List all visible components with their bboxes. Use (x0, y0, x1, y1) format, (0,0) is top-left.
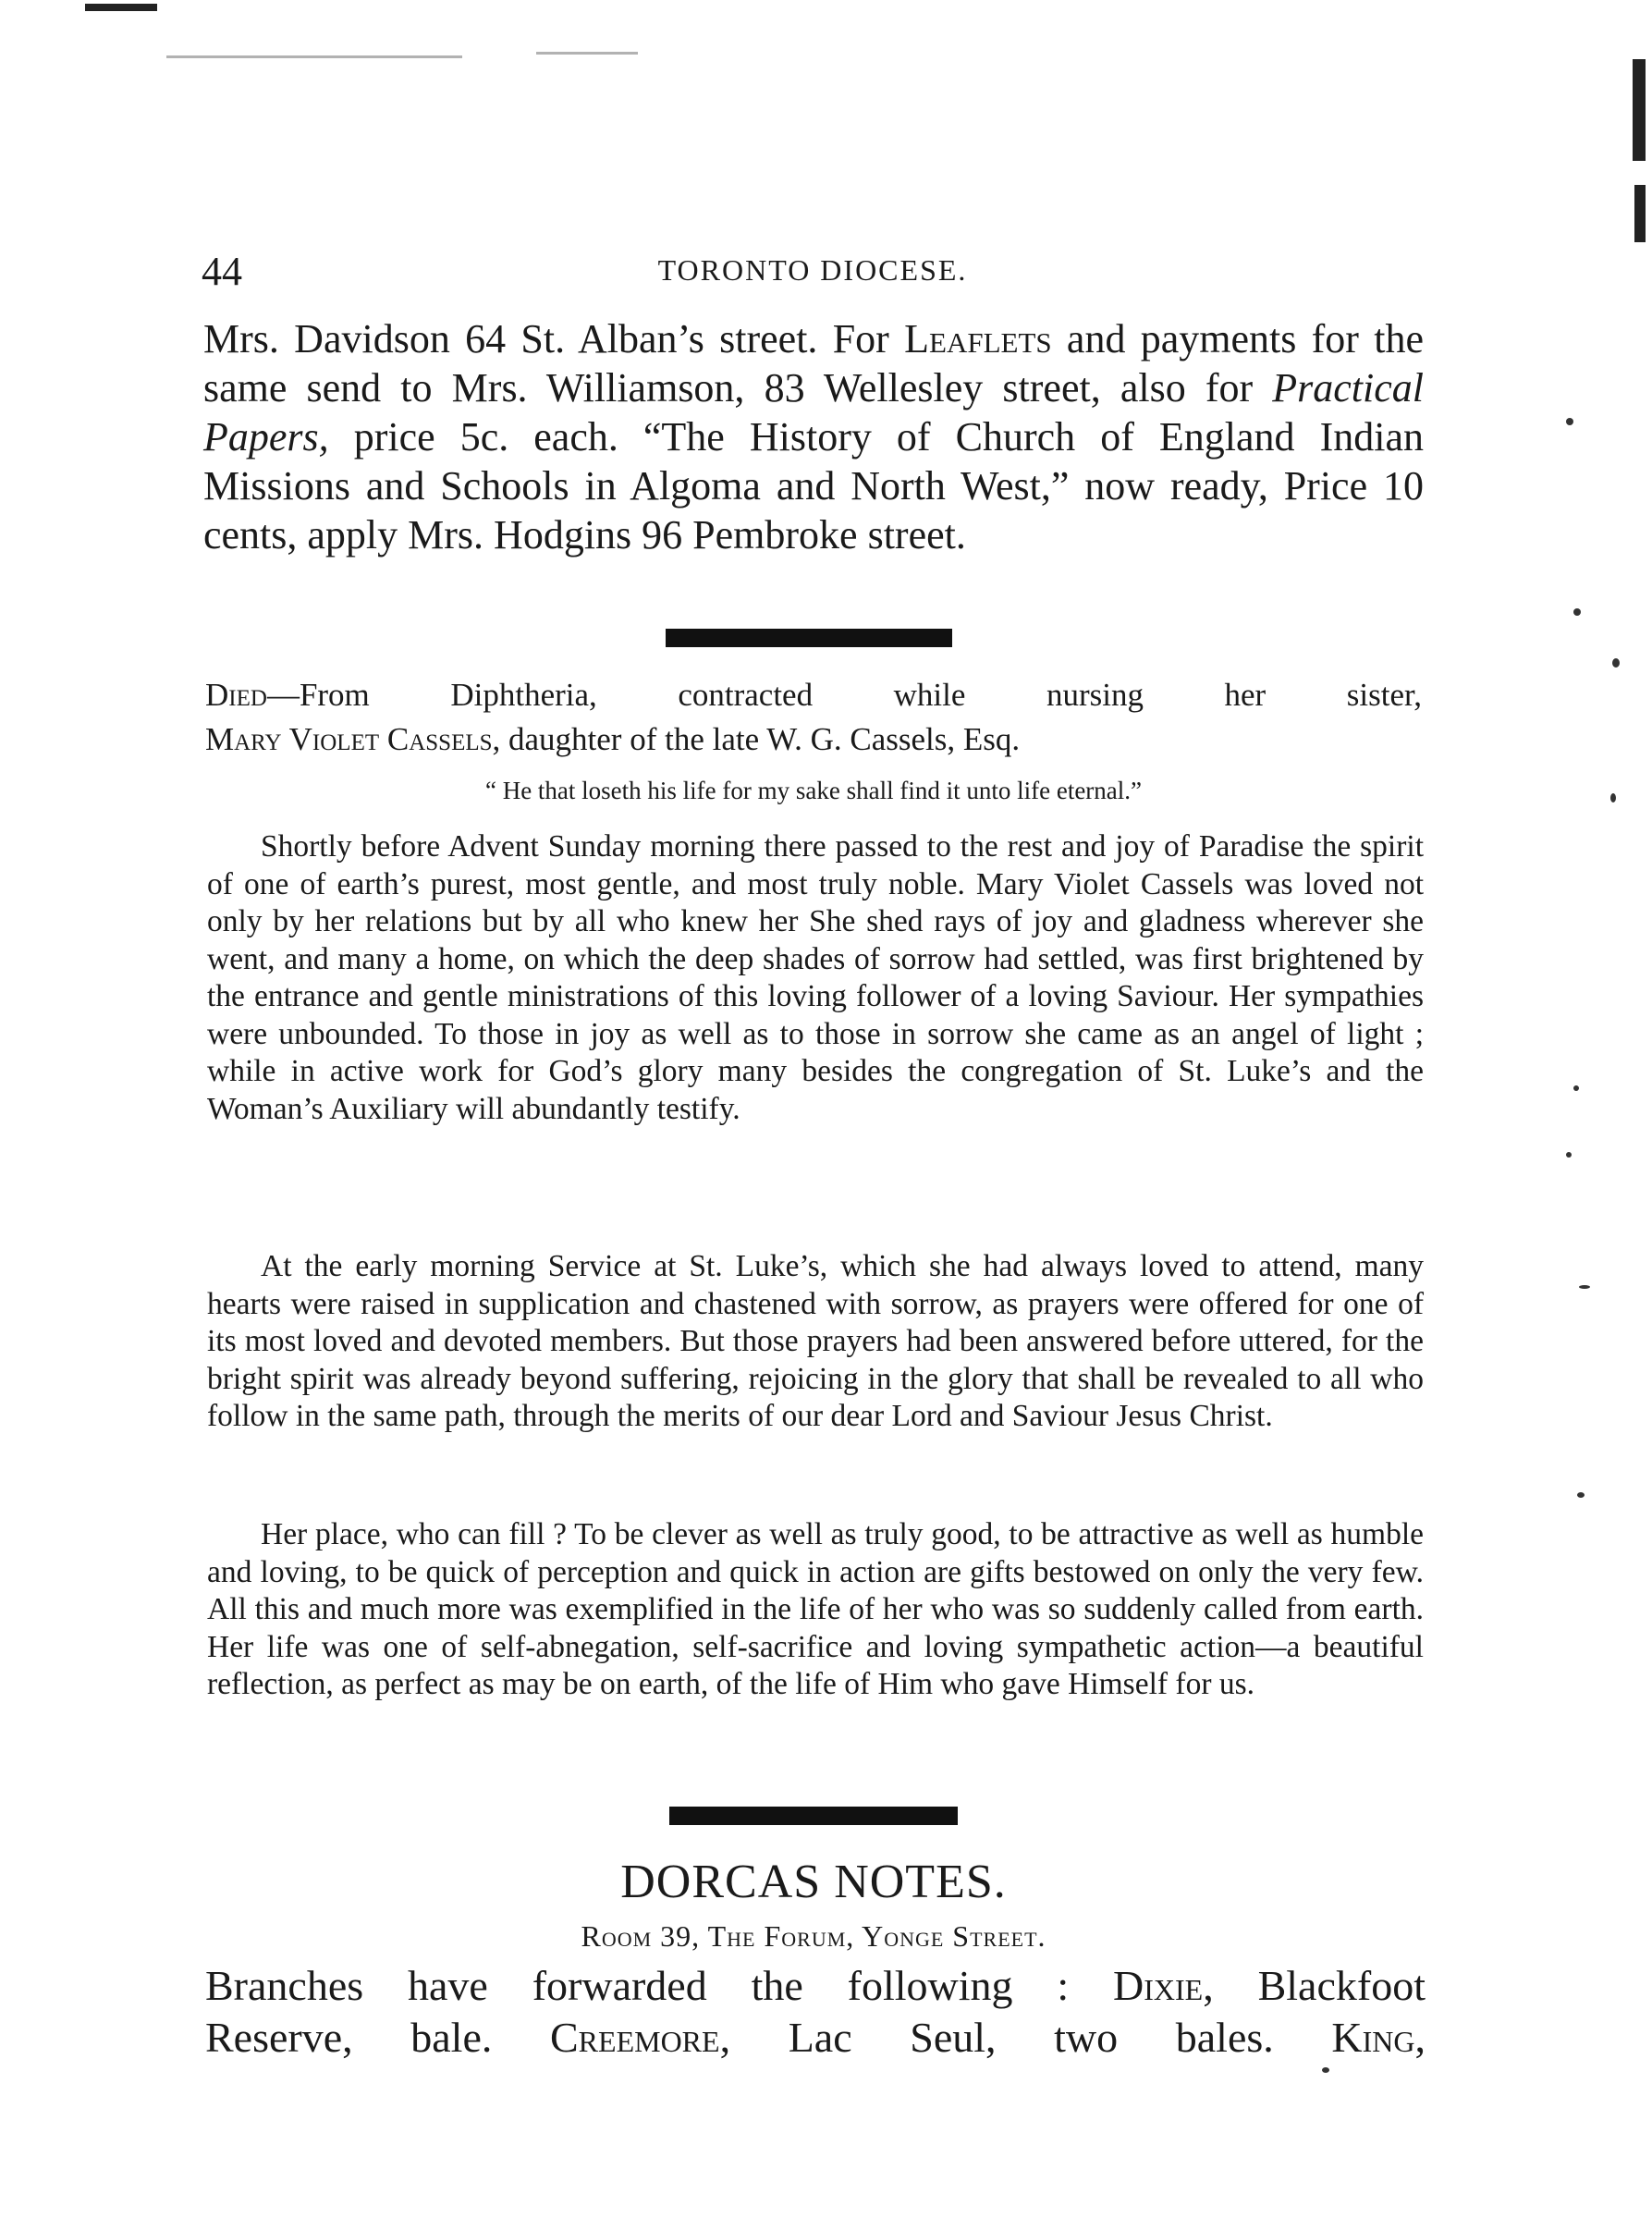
dorcas-text-fragment: Blackfoot (1213, 1962, 1426, 2009)
obituary-line-2 (205, 717, 1422, 762)
notice-paragraph (203, 314, 1424, 559)
obituary-paragraph-2: At the early morning Service at St. Luke’s, which she had always loved to attend, many hearts were raised in supplication and chastened with sorrow, as prayers were offered for one of its most loved and devoted members. But those prayers had been answered before uttered, for the bright spirit was already beyond suffering, rejoicing in the glory that shall be revealed to all who follow in the same path, through the merits of our dear Lord and Saviour Jesus Christ. (207, 1249, 1424, 1433)
notice-text: and payments for the same send to Mrs. Williamson, 83 Wellesley street, also for (203, 316, 1424, 411)
scan-speck (1566, 1152, 1572, 1158)
died-label: Died (205, 677, 267, 713)
branch-creemore: Creemore, (550, 2014, 731, 2061)
leaflets-term: Leaflets (904, 316, 1052, 361)
obituary-parentage: daughter of the late W. G. Cassels, Esq. (500, 721, 1021, 757)
deceased-name: Mary Violet Cassels, (205, 721, 501, 757)
page-header (202, 248, 1424, 294)
dorcas-intro: Branches have forwarded the following : (205, 1962, 1114, 2009)
section-divider (666, 629, 952, 647)
dorcas-line-1 (205, 1960, 1426, 2012)
epigraph: “ He that loseth his life for my sake shall find it unto life eternal.” (484, 777, 1143, 804)
scan-smudge (536, 52, 638, 55)
scan-speck (1610, 793, 1616, 803)
branch-king: King, (1331, 2014, 1426, 2061)
scan-speck (1573, 1085, 1579, 1091)
dorcas-text-fragment: Reserve, bale. (205, 2014, 550, 2061)
obituary-line-1 (205, 673, 1422, 717)
running-title: TORONTO DIOCESE. (657, 253, 968, 287)
scan-smudge (1633, 59, 1646, 161)
dorcas-notes-title: DORCAS NOTES. (620, 1856, 1007, 1908)
obituary-paragraph-1: Shortly before Advent Sunday morning there passed to the rest and joy of Paradise the spirit of one of earth’s purest, most gentle, and most truly noble. Mary Violet Cassels was loved not only by her relations but by all who knew her She shed rays of joy and gladness wherever she went, and many a home, on which the deep shades of sorrow had settled, was first brightened by the entrance and gentle ministrations of this loving follower of a loving Saviour. Her sympathies were unbounded. To those in joy as well as to those in sorrow she came as an angel of light ; while in active work for God’s glory many besides the congregation of St. Luke’s and the Woman’s Auxiliary will abundantly testify. (207, 829, 1424, 1126)
page-number: 44 (202, 249, 242, 294)
dorcas-notes-text (205, 1960, 1426, 2064)
notice-text: Mrs. Davidson 64 St. Alban’s street. For (203, 316, 905, 361)
scan-speck (1612, 658, 1620, 668)
notice-text: price 5c. each. “The History of Church of England Indian Missions and Schools in Algoma and North West,” now ready, Price 10 cents, apply Mrs. Hodgins 96 Pembroke street. (203, 414, 1424, 558)
scan-speck (1577, 1492, 1585, 1498)
scan-speck (1573, 608, 1581, 616)
practical-papers-title: Practical Papers, (203, 365, 1424, 460)
scan-speck (1566, 418, 1573, 425)
scan-smudge (1634, 185, 1646, 242)
dorcas-text-fragment: Lac Seul, two bales. (730, 2014, 1332, 2061)
dorcas-line-2 (205, 2012, 1426, 2064)
obituary-heading (205, 673, 1422, 762)
obituary-paragraph-3: Her place, who can fill ? To be clever as well as truly good, to be attractive as well as humble and loving, to be quick of perception and quick in action are gifts bestowed on only the very few. All this and much more was exemplified in the life of her who was so suddenly called from earth. Her life was one of self-abnegation, self-sacrifice and loving sympathetic action—a beautiful reflection, as perfect as may be on earth, of the life of Him who gave Himself for us. (207, 1517, 1424, 1701)
scan-speck (1322, 2067, 1329, 2073)
scan-smudge (85, 4, 157, 11)
scan-smudge (166, 55, 462, 58)
dorcas-notes-address: Room 39, The Forum, Yonge Street. (581, 1919, 1046, 1953)
section-divider (669, 1807, 958, 1825)
scan-speck (1579, 1285, 1590, 1289)
branch-dixie: Dixie, (1113, 1962, 1214, 2009)
obituary-cause: —From Diphtheria, contracted while nursing her sister, (266, 677, 1422, 713)
